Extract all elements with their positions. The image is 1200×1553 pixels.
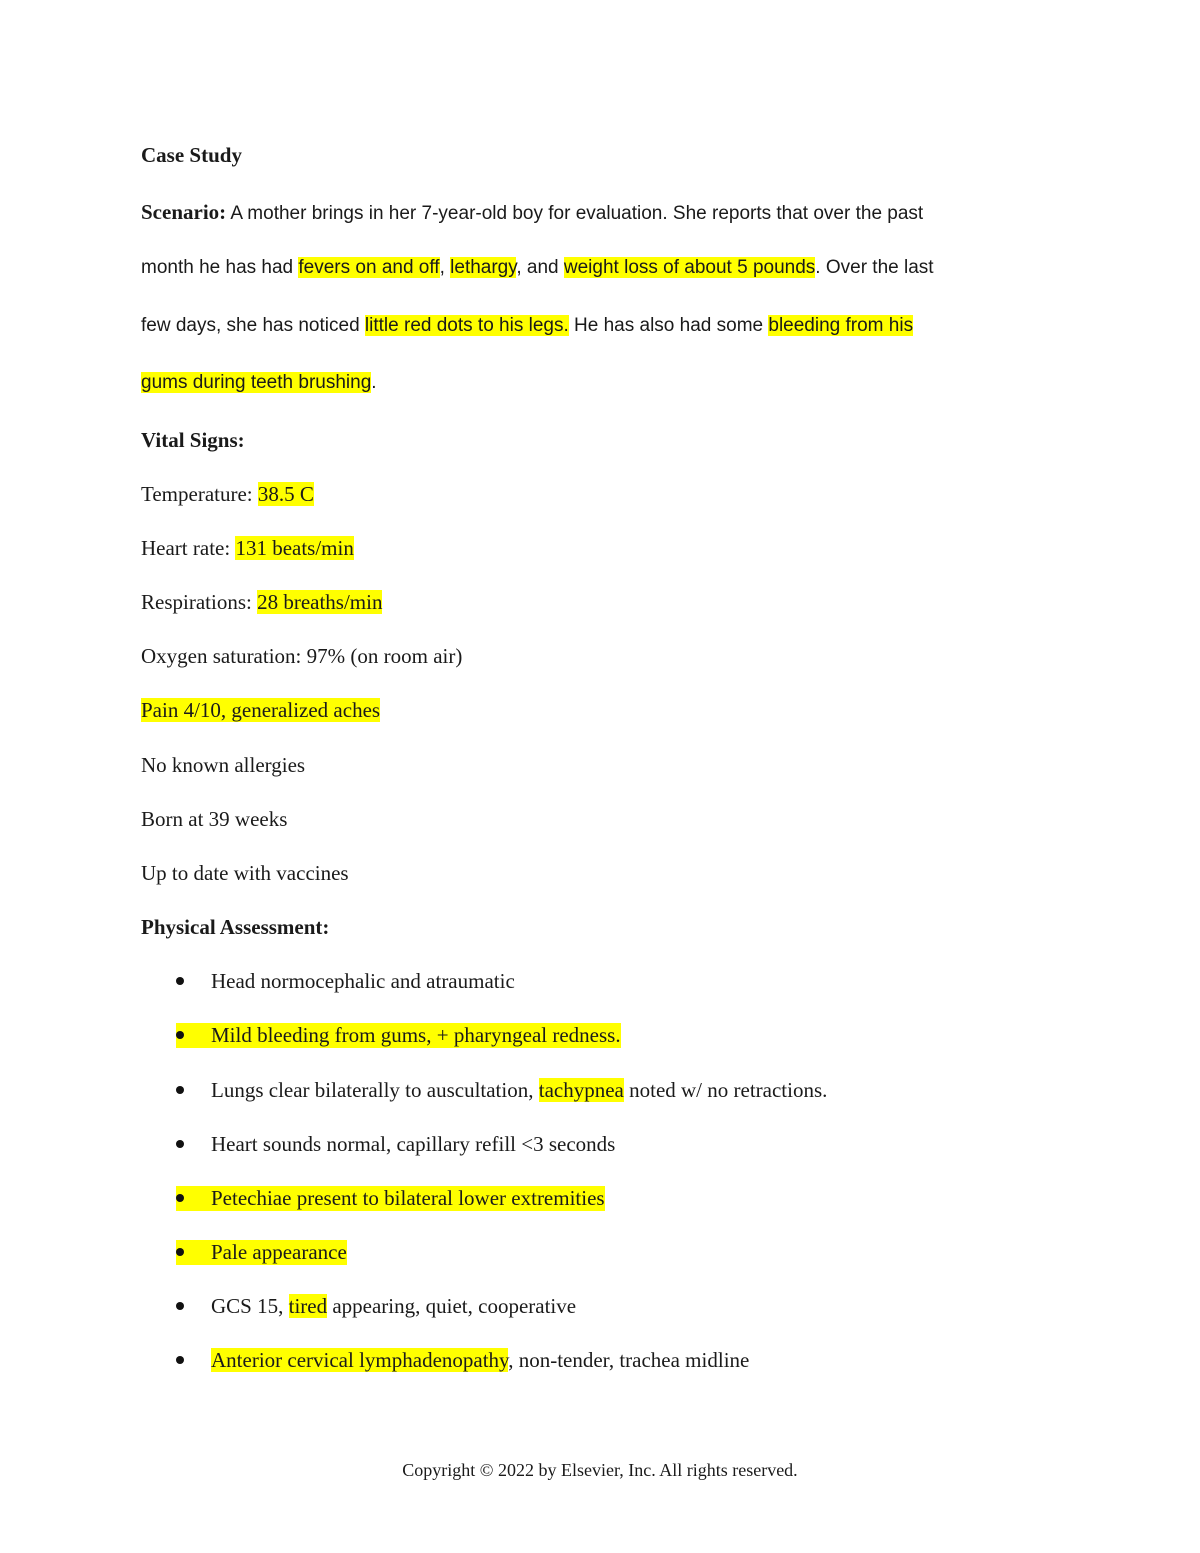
text-span: He has also had some: [568, 315, 769, 336]
list-item: [176, 1348, 750, 1373]
list-item-text: [211, 1294, 576, 1319]
physical-assessment-heading: Physical Assessment:: [141, 915, 330, 939]
list-item: [176, 1078, 828, 1103]
highlight-weight-loss: weight loss of about 5 pounds: [563, 257, 816, 278]
temperature-row: [141, 482, 314, 507]
list-item-text: [211, 1078, 827, 1103]
highlight-tired: tired: [288, 1294, 328, 1318]
temperature-value: 38.5 C: [257, 482, 314, 506]
text-span: . Over the last: [815, 257, 934, 278]
list-item: [176, 1240, 347, 1265]
text-span: GCS 15,: [211, 1294, 289, 1318]
list-item-text: Mild bleeding from gums, + pharyngeal redness.: [198, 1023, 621, 1048]
text-span: , and: [516, 257, 564, 278]
pain-value: Pain 4/10, generalized aches: [141, 698, 381, 722]
list-item-text: Heart sounds normal, capillary refill <3 seconds: [211, 1132, 616, 1156]
allergies-row: No known allergies: [141, 753, 306, 777]
respirations-row: [141, 590, 382, 615]
bullet-icon: [176, 1240, 198, 1265]
scenario-line-3: [141, 315, 913, 337]
list-item-text: Petechiae present to bilateral lower extremities: [198, 1186, 605, 1211]
text-span: month he has had: [141, 257, 299, 278]
temperature-label: Temperature:: [141, 482, 258, 506]
respirations-value: 28 breaths/min: [257, 590, 383, 614]
bullet-icon: [176, 1023, 198, 1048]
text-span: few days, she has noticed: [141, 315, 365, 336]
heart-rate-value: 131 beats/min: [235, 536, 354, 560]
scenario-line-4: [141, 372, 377, 394]
text-span: appearing, quiet, cooperative: [327, 1294, 577, 1318]
text-span: Lungs clear bilaterally to auscultation,: [211, 1078, 539, 1102]
highlight-red-dots: little red dots to his legs.: [364, 315, 569, 336]
bullet-icon: [176, 1348, 198, 1373]
case-study-title: Case Study: [141, 143, 242, 167]
heart-rate-label: Heart rate:: [141, 536, 236, 560]
highlight-fevers: fevers on and off: [298, 257, 440, 278]
scenario-line-1: [141, 200, 923, 225]
bullet-icon: [176, 969, 198, 994]
scenario-line-1-text: A mother brings in her 7-year-old boy for evaluation. She reports that over the past: [230, 203, 924, 224]
list-item-text: Pale appearance: [198, 1240, 347, 1265]
list-item-text: [211, 1348, 749, 1373]
list-item: [176, 969, 515, 994]
respirations-label: Respirations:: [141, 590, 258, 614]
text-span: noted w/ no retractions.: [623, 1078, 828, 1102]
text-span: .: [371, 372, 377, 393]
text-span: ,: [439, 257, 451, 278]
pain-row: [141, 698, 380, 723]
highlight-tachypnea: tachypnea: [538, 1078, 624, 1102]
scenario-line-2: [141, 257, 934, 279]
list-item-text: Head normocephalic and atraumatic: [211, 969, 515, 993]
heart-rate-row: [141, 536, 354, 561]
highlight-gums: gums during teeth brushing: [141, 372, 372, 393]
oxygen-row: Oxygen saturation: 97% (on room air): [141, 644, 463, 668]
highlight-lymphadenopathy: Anterior cervical lymphadenopathy: [211, 1348, 509, 1372]
copyright-footer: Copyright © 2022 by Elsevier, Inc. All rights reserved.: [402, 1460, 798, 1480]
list-item: [176, 1132, 616, 1157]
born-row: Born at 39 weeks: [141, 807, 288, 831]
text-span: , non-tender, trachea midline: [508, 1348, 750, 1372]
highlight-bleeding: bleeding from his: [768, 315, 914, 336]
scenario-label: Scenario:: [141, 200, 227, 224]
vital-signs-heading: Vital Signs:: [141, 428, 245, 452]
bullet-icon: [176, 1294, 198, 1319]
bullet-icon: [176, 1132, 198, 1157]
list-item: [176, 1186, 605, 1211]
vaccines-row: Up to date with vaccines: [141, 861, 349, 885]
list-item: [176, 1294, 577, 1319]
bullet-icon: [176, 1186, 198, 1211]
highlight-lethargy: lethargy: [450, 257, 517, 278]
bullet-icon: [176, 1078, 198, 1103]
list-item: [176, 1023, 621, 1048]
